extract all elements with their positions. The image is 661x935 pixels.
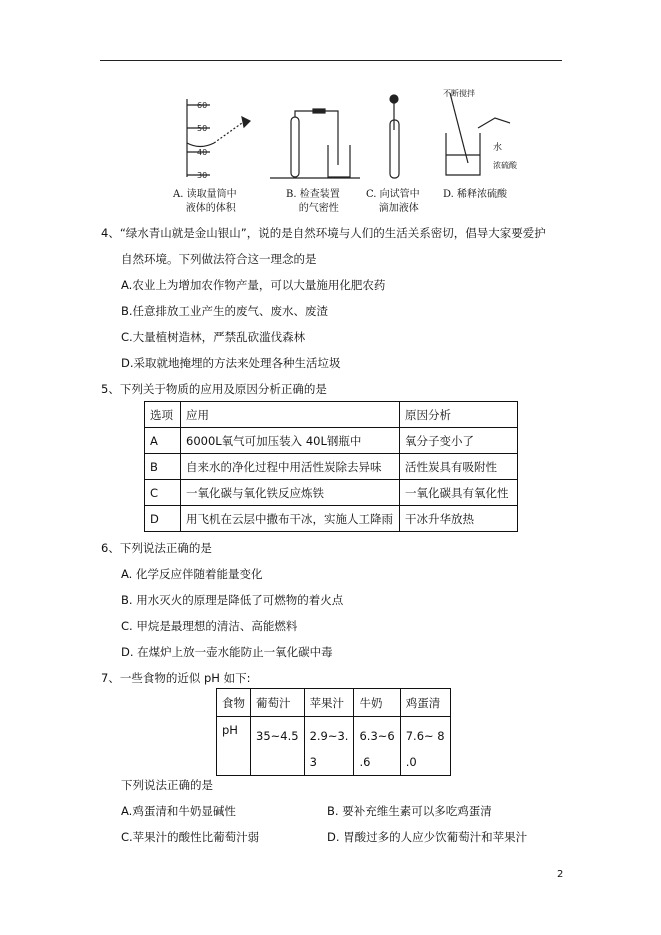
q5-table [144, 401, 518, 532]
q4-stem: 4、“绿水青山就是金山银山”，说的是自然环境与人们的生活关系密切，倡导大家要爱护 [101, 226, 546, 240]
q7-option: D. 胃酸过多的人应少饮葡萄汁和苹果汁 [327, 830, 528, 844]
q5-stem: 5、下列关于物质的应用及原因分析正确的是 [101, 382, 327, 396]
table-row: A 6000L氧气可加压装入 40L钢瓶中 氧分子变小了 [145, 428, 518, 454]
table-header-row: 选项 应用 原因分析 [145, 402, 518, 428]
water-label: 水 [493, 143, 503, 153]
acid-label: 浓硫酸 [493, 161, 517, 170]
dropper-test-tube-figure [390, 95, 399, 178]
q7-table [216, 688, 451, 776]
table-row: B 自来水的净化过程中用活性炭除去异味 活性炭具有吸附性 [145, 454, 518, 480]
svg-text:30: 30 [197, 171, 208, 180]
q7-option: C.苹果汁的酸性比葡萄汁弱 [121, 830, 260, 844]
graduated-cylinder-figure [187, 99, 250, 180]
caption-a: A. 读取量筒中 液体的体积 [173, 189, 237, 214]
caption-d: D. 稀释浓硫酸 [443, 189, 508, 200]
header-rule [100, 60, 562, 61]
q7-option: B. 要补充维生素可以多吃鸡蛋清 [327, 804, 492, 818]
table-row: pH 35~4.5 2.9~3. 3 6.3~6 .6 7.6~ 8 .0 [217, 717, 451, 776]
q6-stem: 6、下列说法正确的是 [101, 541, 212, 555]
q4-option: D.采取就地掩埋的方法来处理各种生活垃圾 [121, 356, 341, 370]
stir-label: 不断搅拌 [443, 89, 475, 98]
table-row: D 用飞机在云层中撒布干冰，实施人工降雨 干冰升华放热 [145, 506, 518, 532]
table-row: C 一氧化碳与氧化铁反应炼铁 一氧化碳具有氧化性 [145, 480, 518, 506]
q7-sub: 下列说法正确的是 [121, 778, 213, 792]
q6-option: C. 甲烷是最理想的清洁、高能燃料 [121, 619, 298, 633]
table-header-row: 食物 葡萄汁 苹果汁 牛奶 鸡蛋清 [217, 689, 451, 717]
q6-option: B. 用水灭火的原理是降低了可燃物的着火点 [121, 593, 344, 607]
q4-option: A.农业上为增加农作物产量，可以大量施用化肥农药 [121, 278, 386, 292]
caption-c: C. 向试管中 滴加液体 [366, 189, 420, 214]
page-number: 2 [557, 869, 564, 880]
q6-option: A. 化学反应伴随着能量变化 [121, 567, 263, 581]
airtightness-apparatus-figure [270, 109, 360, 178]
svg-text:50: 50 [197, 124, 208, 133]
q7-stem: 7、一些食物的近似 pH 如下: [101, 671, 251, 685]
svg-text:60: 60 [197, 101, 208, 110]
svg-text:40: 40 [197, 148, 208, 157]
q4-option: C.大量植树造林，严禁乱砍滥伐森林 [121, 330, 306, 344]
q4-option: B.任意排放工业产生的废气、废水、废渣 [121, 304, 329, 318]
q7-option: A.鸡蛋清和牛奶显碱性 [121, 804, 236, 818]
q4-stem-cont: 自然环境。下列做法符合这一理念的是 [121, 252, 317, 266]
q6-option: D. 在煤炉上放一壶水能防止一氧化碳中毒 [121, 645, 333, 659]
caption-b: B. 检查装置 的气密性 [286, 189, 340, 214]
